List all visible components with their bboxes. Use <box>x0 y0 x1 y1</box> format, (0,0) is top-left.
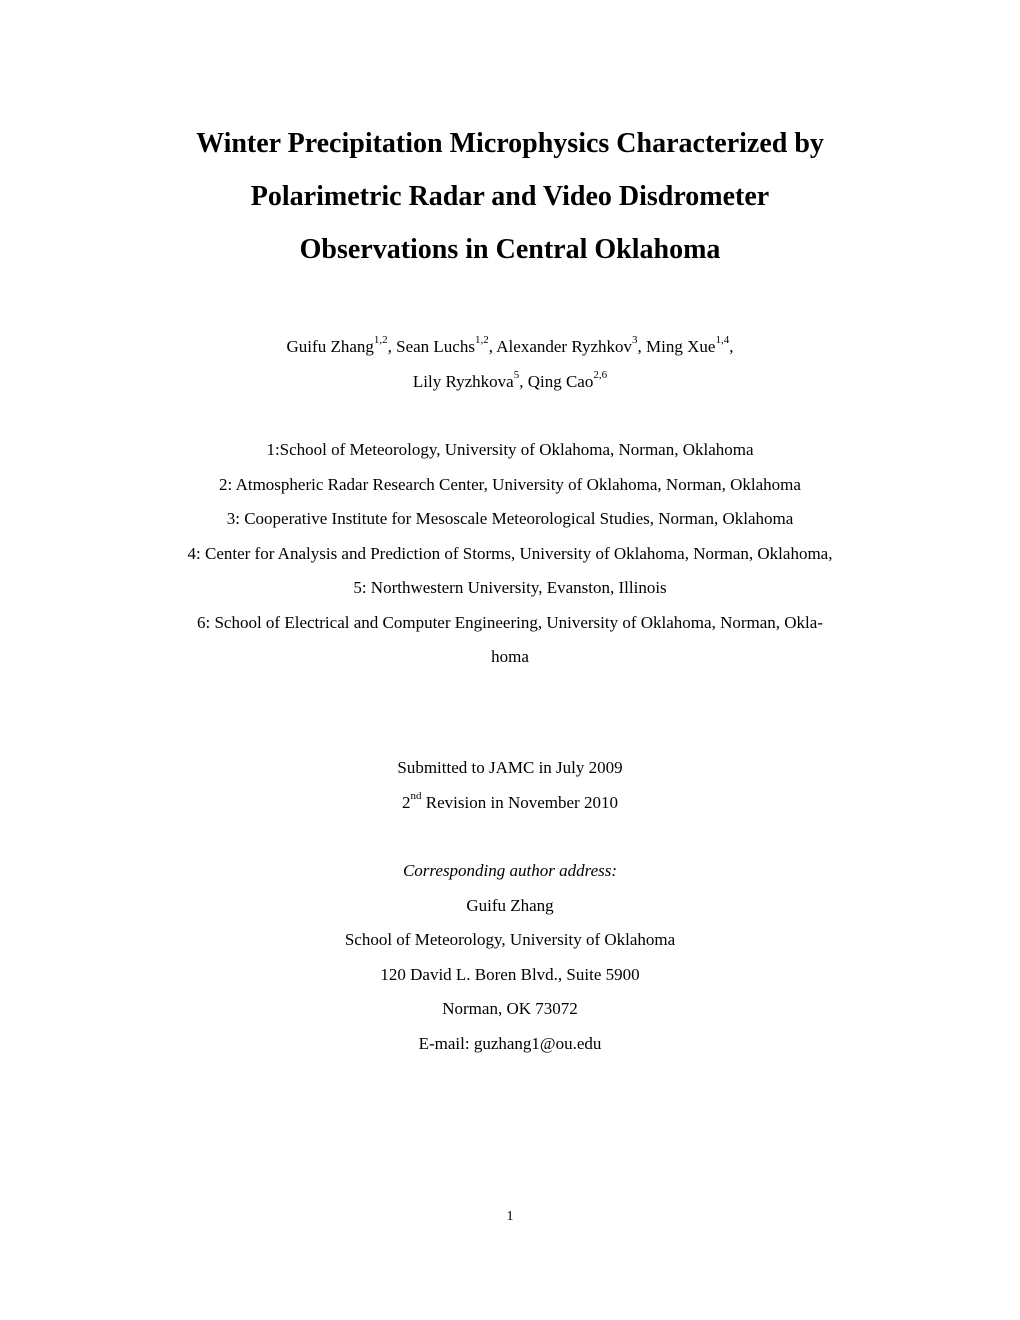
contact-department: School of Meteorology, University of Oklahoma <box>344 930 676 949</box>
revision-number: 2 <box>402 792 411 812</box>
author-name: Alexander Ryzhkov <box>496 337 633 356</box>
affiliation-line: 3: Cooperative Institute for Mesoscale Meteorological Studies, Norman, Oklahoma <box>226 509 794 528</box>
author-separator: , <box>637 337 647 356</box>
paper-title <box>0 117 1020 276</box>
affiliation-line: homa <box>491 647 529 666</box>
title-line: Polarimetric Radar and Video Disdrometer <box>250 181 770 212</box>
page-number: 1 <box>506 1209 514 1224</box>
revision-text: Revision in November 2010 <box>421 792 618 812</box>
author-line <box>0 365 1020 400</box>
title-line: Winter Precipitation Microphysics Characterized by <box>196 128 824 159</box>
affiliation-line: 5: Northwestern University, Evanston, Illinois <box>353 578 667 597</box>
author-affiliation-marker: 5 <box>513 368 520 381</box>
contact-email: E-mail: guzhang1@ou.edu <box>418 1033 602 1053</box>
author-affiliation-marker: 3 <box>632 334 638 347</box>
corresponding-author-block <box>0 854 1020 1061</box>
author-separator: , <box>729 337 734 356</box>
author-separator: , <box>488 337 497 356</box>
author-line <box>0 330 1020 365</box>
author-affiliation-marker: 1,2 <box>474 334 489 347</box>
contact-street: 120 David L. Boren Blvd., Suite 5900 <box>380 964 640 984</box>
revision-line <box>0 786 1020 821</box>
author-separator: , <box>519 371 528 391</box>
affiliation-line: 1:School of Meteorology, University of Oklahoma, Norman, Oklahoma <box>266 440 754 459</box>
affiliation-line: 4: Center for Analysis and Prediction of Storms, University of Oklahoma, Norman, Oklahoma, <box>187 543 833 563</box>
author-separator: , <box>387 337 397 356</box>
affiliation-line: 2: Atmospheric Radar Research Center, University of Oklahoma, Norman, Oklahoma <box>219 474 801 494</box>
title-line: Observations in Central Oklahoma <box>299 234 721 265</box>
contact-heading: Corresponding author address: <box>402 861 618 880</box>
revision-ordinal-suffix: nd <box>410 789 422 802</box>
submitted-line: Submitted to JAMC in July 2009 <box>397 758 623 777</box>
author-name: Qing Cao <box>527 371 594 391</box>
affiliation-line: 6: School of Electrical and Computer Engineering, University of Oklahoma, Norman, Okla- <box>196 612 823 632</box>
author-name: Lily Ryzhkova <box>412 371 514 391</box>
author-affiliation-marker: 1,2 <box>373 334 388 347</box>
author-name: Guifu Zhang <box>286 337 374 356</box>
affiliation-list <box>0 433 1020 675</box>
author-name: Ming Xue <box>646 337 716 356</box>
author-list <box>0 330 1020 399</box>
contact-name: Guifu Zhang <box>466 895 554 915</box>
contact-city: Norman, OK 73072 <box>442 999 578 1018</box>
author-affiliation-marker: 1,4 <box>715 334 730 347</box>
author-name: Sean Luchs <box>396 337 475 356</box>
submission-info <box>0 751 1020 820</box>
author-affiliation-marker: 2,6 <box>593 368 608 381</box>
